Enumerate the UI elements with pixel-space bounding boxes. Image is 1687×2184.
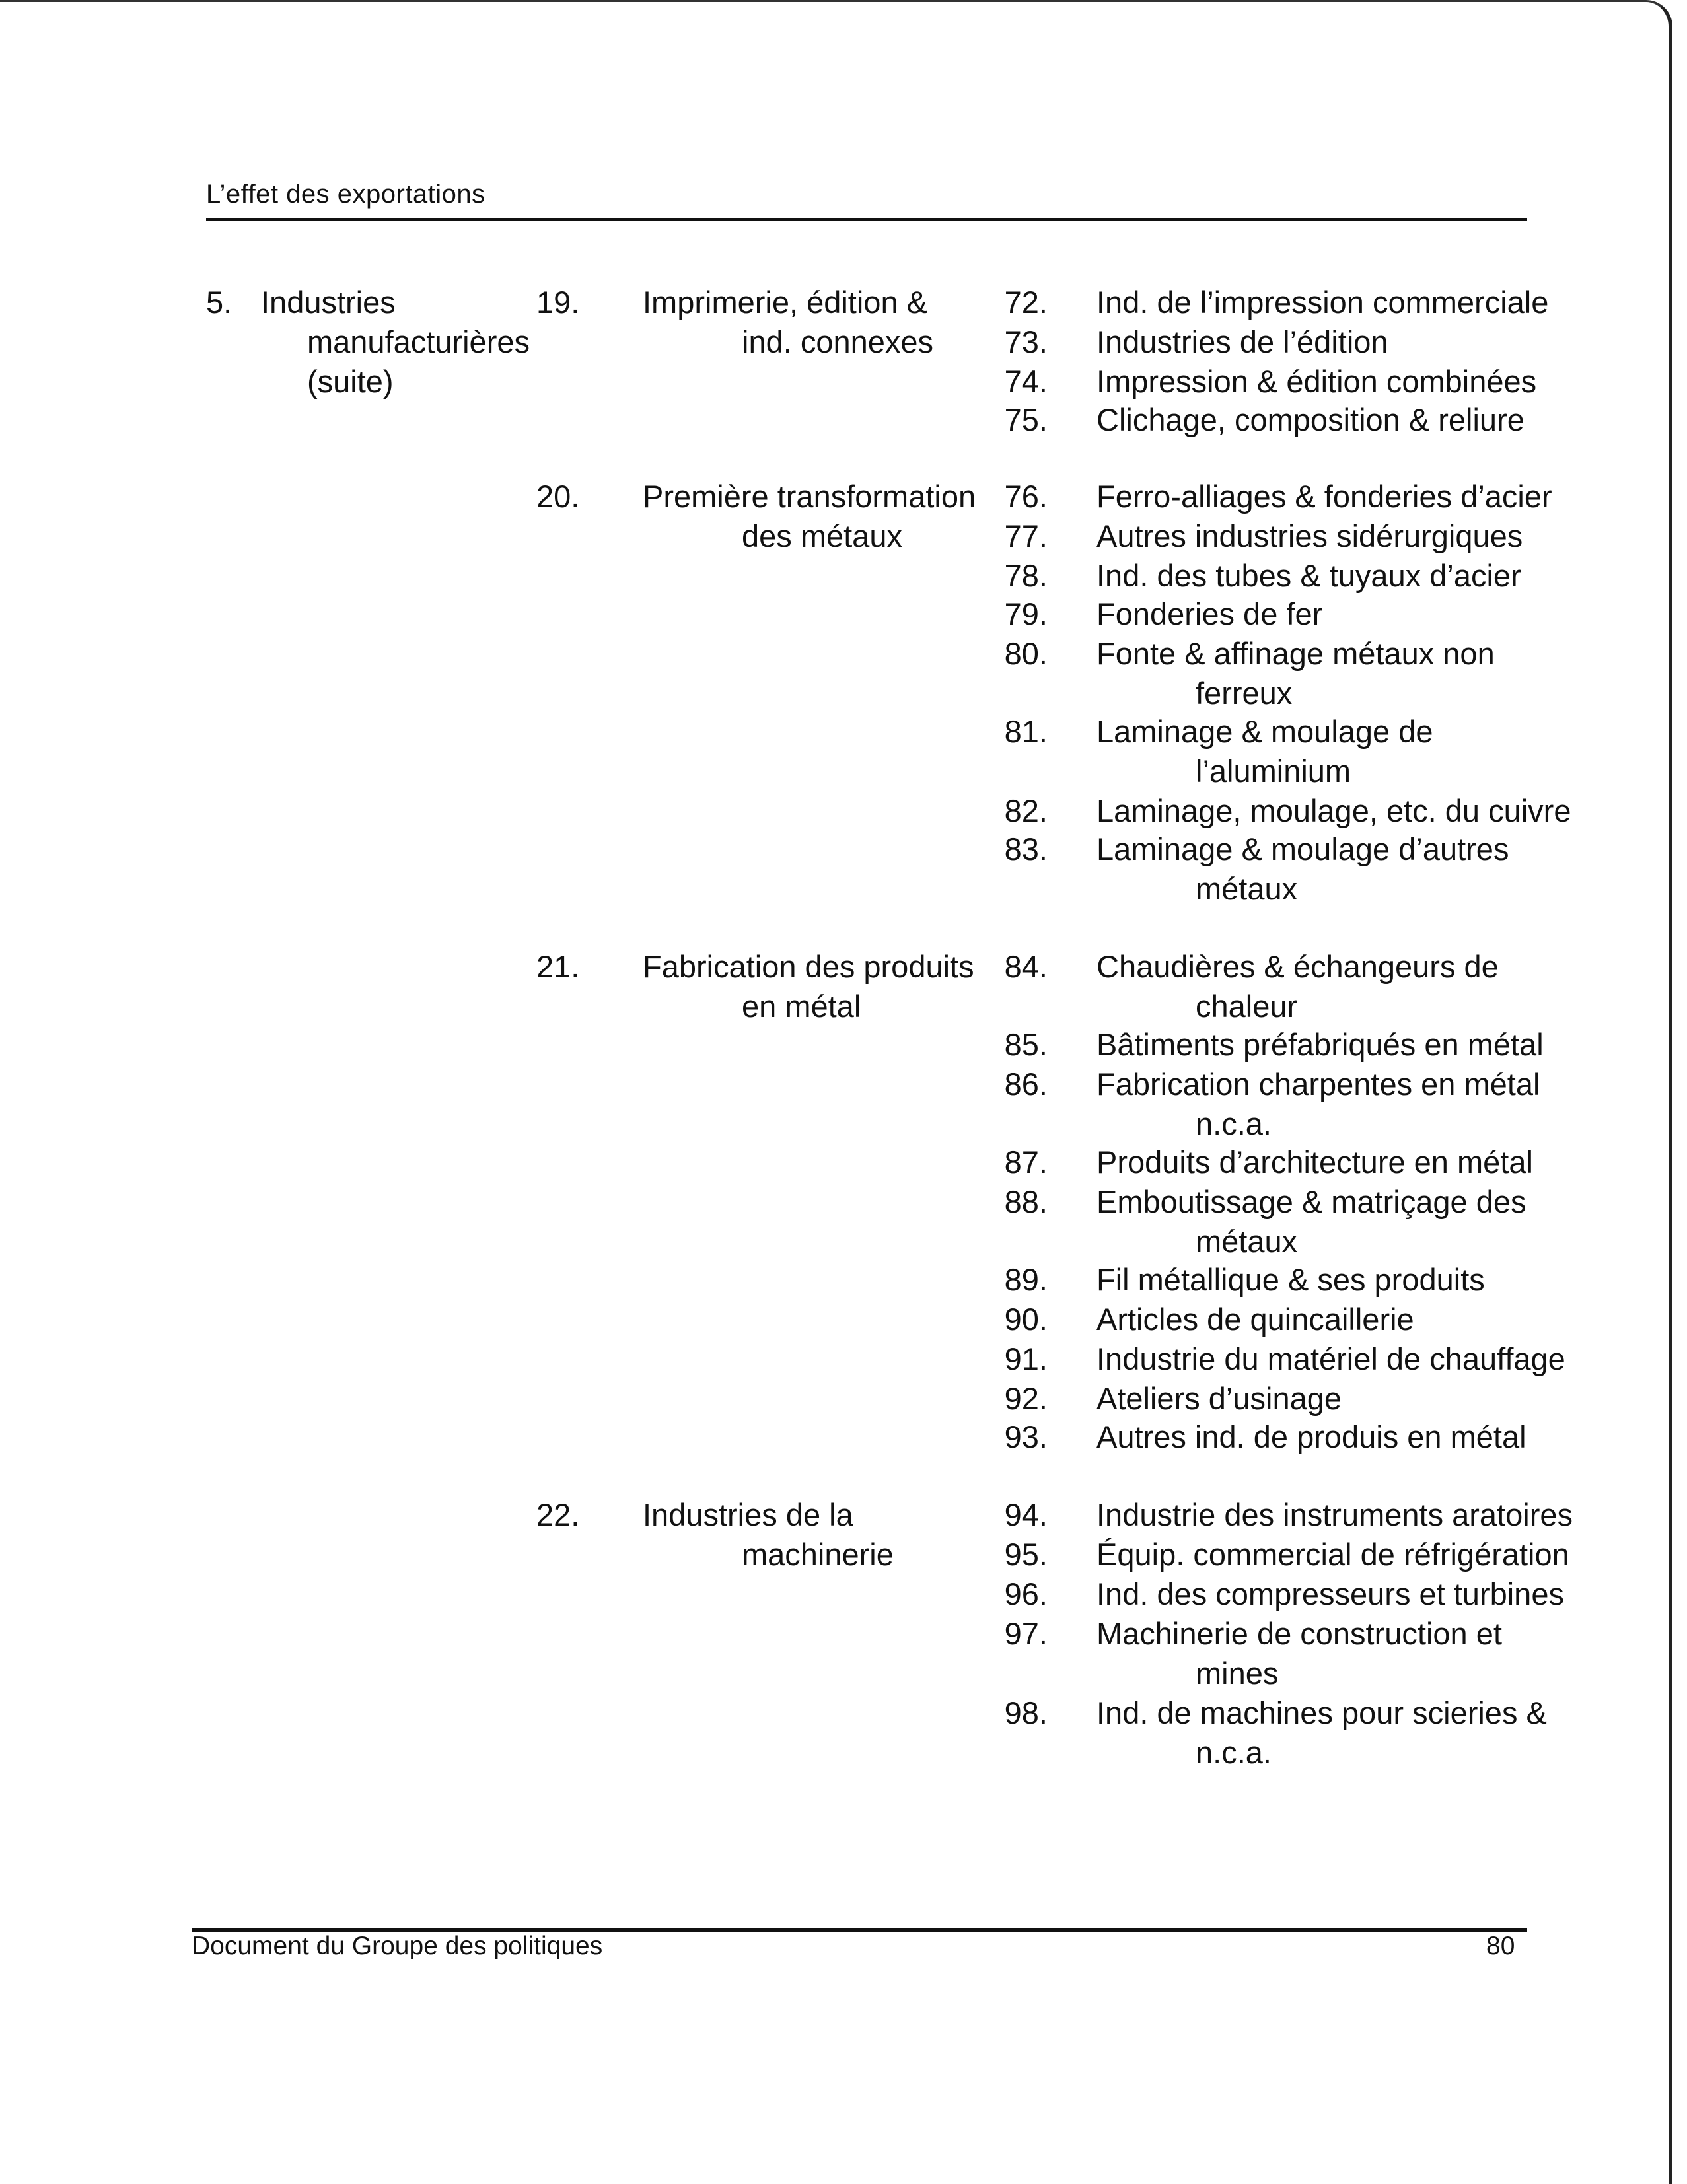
- item-text: [1096, 829, 1612, 909]
- item-number: 97.: [1004, 1616, 1048, 1651]
- group-label-line: en métal: [742, 989, 861, 1024]
- group-label-line: Industries de la: [643, 1497, 853, 1532]
- item-line: Fonderies de fer: [1096, 596, 1323, 631]
- item-number: 81.: [1004, 714, 1048, 749]
- item-text: [1096, 1574, 1612, 1614]
- item-text: [1096, 947, 1612, 1026]
- item-number: 84.: [1004, 949, 1048, 984]
- item-number: 89.: [1004, 1262, 1048, 1297]
- item-line: Impression & édition combinées: [1096, 364, 1537, 399]
- item-line: Équip. commercial de réfrigération: [1096, 1537, 1569, 1572]
- item-number: 74.: [1004, 364, 1048, 399]
- item-line: métaux: [1196, 871, 1298, 906]
- item-number: 91.: [1004, 1341, 1048, 1376]
- item-text: [1096, 362, 1612, 402]
- page-number: 80: [1486, 1932, 1515, 1960]
- group-label: [643, 283, 1003, 362]
- group-label-line: Fabrication des produits: [643, 949, 974, 984]
- header-rule: [206, 218, 1527, 221]
- item-text: [1096, 1025, 1612, 1065]
- item-number: 82.: [1004, 793, 1048, 828]
- item-number: 88.: [1004, 1184, 1048, 1219]
- group-label-line: ind. connexes: [742, 324, 934, 359]
- item-number: 96.: [1004, 1576, 1048, 1611]
- item-line: Industries de l’édition: [1096, 324, 1388, 359]
- item-line: Ind. des compresseurs et turbines: [1096, 1576, 1564, 1611]
- item-number: 98.: [1004, 1695, 1048, 1730]
- item-line: chaleur: [1196, 989, 1298, 1024]
- item-text: [1096, 594, 1612, 634]
- item-text: [1096, 1535, 1612, 1574]
- item-text: [1096, 322, 1612, 362]
- group-number: 22.: [536, 1497, 580, 1532]
- group-number: 20.: [536, 479, 580, 514]
- item-line: Produits d’architecture en métal: [1096, 1145, 1533, 1180]
- item-line: ferreux: [1196, 676, 1293, 711]
- item-number: 75.: [1004, 402, 1048, 437]
- item-line: Laminage & moulage de: [1096, 714, 1433, 749]
- sector-label-line: manufacturières: [307, 324, 530, 359]
- item-number: 92.: [1004, 1381, 1048, 1416]
- item-text: [1096, 634, 1612, 713]
- item-line: Ind. de l’impression commerciale: [1096, 285, 1549, 320]
- item-line: Ateliers d’usinage: [1096, 1381, 1342, 1416]
- item-text: [1096, 1065, 1612, 1144]
- item-number: 87.: [1004, 1145, 1048, 1180]
- item-number: 73.: [1004, 324, 1048, 359]
- item-text: [1096, 516, 1612, 556]
- item-number: 80.: [1004, 636, 1048, 671]
- item-line: Bâtiments préfabriqués en métal: [1096, 1027, 1544, 1062]
- item-number: 85.: [1004, 1027, 1048, 1062]
- item-text: [1096, 1300, 1612, 1339]
- item-text: [1096, 283, 1612, 322]
- sector-number: 5.: [206, 285, 233, 320]
- item-text: [1096, 1693, 1612, 1773]
- group-number: 19.: [536, 285, 580, 320]
- item-number: 94.: [1004, 1497, 1048, 1532]
- item-number: 86.: [1004, 1067, 1048, 1102]
- item-text: [1096, 1260, 1612, 1300]
- item-line: Industrie du matériel de chauffage: [1096, 1341, 1565, 1376]
- item-line: Clichage, composition & reliure: [1096, 402, 1525, 437]
- item-number: 83.: [1004, 831, 1048, 866]
- item-line: Articles de quincaillerie: [1096, 1302, 1414, 1337]
- item-text: [1096, 1379, 1612, 1419]
- item-line: Fabrication charpentes en métal: [1096, 1067, 1540, 1102]
- item-line: Machinerie de construction et: [1096, 1616, 1502, 1651]
- item-text: [1096, 1143, 1612, 1182]
- item-text: [1096, 1339, 1612, 1379]
- item-line: n.c.a.: [1196, 1735, 1272, 1770]
- item-number: 93.: [1004, 1419, 1048, 1454]
- sector-label: [261, 283, 545, 402]
- item-number: 76.: [1004, 479, 1048, 514]
- group-label-line: des métaux: [742, 518, 902, 553]
- group-label: [643, 1495, 1003, 1574]
- sector-label-line: Industries: [261, 285, 396, 320]
- item-line: mines: [1196, 1656, 1279, 1691]
- item-text: [1096, 1614, 1612, 1693]
- item-text: [1096, 400, 1612, 440]
- item-text: [1096, 1495, 1612, 1535]
- group-label: [643, 947, 1003, 1026]
- group-number: 21.: [536, 949, 580, 984]
- item-line: Chaudières & échangeurs de: [1096, 949, 1499, 984]
- group-label-line: Première transformation: [643, 479, 976, 514]
- item-line: Ferro-alliages & fonderies d’acier: [1096, 479, 1552, 514]
- group-label-line: Imprimerie, édition &: [643, 285, 927, 320]
- group-label: [643, 477, 1003, 556]
- item-number: 72.: [1004, 285, 1048, 320]
- item-line: Autres industries sidérurgiques: [1096, 518, 1523, 553]
- item-line: Fonte & affinage métaux non: [1096, 636, 1495, 671]
- item-line: n.c.a.: [1196, 1106, 1272, 1141]
- item-number: 79.: [1004, 596, 1048, 631]
- item-text: [1096, 1182, 1612, 1261]
- item-number: 77.: [1004, 518, 1048, 553]
- item-text: [1096, 477, 1612, 516]
- group-label-line: machinerie: [742, 1537, 894, 1572]
- item-number: 78.: [1004, 558, 1048, 593]
- item-number: 95.: [1004, 1537, 1048, 1572]
- item-line: Fil métallique & ses produits: [1096, 1262, 1485, 1297]
- sector-label-line: (suite): [307, 364, 394, 399]
- item-text: [1096, 556, 1612, 596]
- item-line: Autres ind. de produis en métal: [1096, 1419, 1526, 1454]
- item-line: Industrie des instruments aratoires: [1096, 1497, 1573, 1532]
- item-text: [1096, 791, 1612, 831]
- item-line: Ind. des tubes & tuyaux d’acier: [1096, 558, 1521, 593]
- item-number: 90.: [1004, 1302, 1048, 1337]
- item-line: Emboutissage & matriçage des: [1096, 1184, 1526, 1219]
- footer-text: Document du Groupe des politiques: [192, 1932, 603, 1960]
- item-text: [1096, 712, 1612, 791]
- item-line: métaux: [1196, 1224, 1298, 1259]
- item-text: [1096, 1417, 1612, 1457]
- item-line: Laminage & moulage d’autres: [1096, 831, 1509, 866]
- item-line: l’aluminium: [1196, 754, 1351, 789]
- item-line: Ind. de machines pour scieries &: [1096, 1695, 1547, 1730]
- running-header: L’effet des exportations: [206, 180, 485, 209]
- item-line: Laminage, moulage, etc. du cuivre: [1096, 793, 1571, 828]
